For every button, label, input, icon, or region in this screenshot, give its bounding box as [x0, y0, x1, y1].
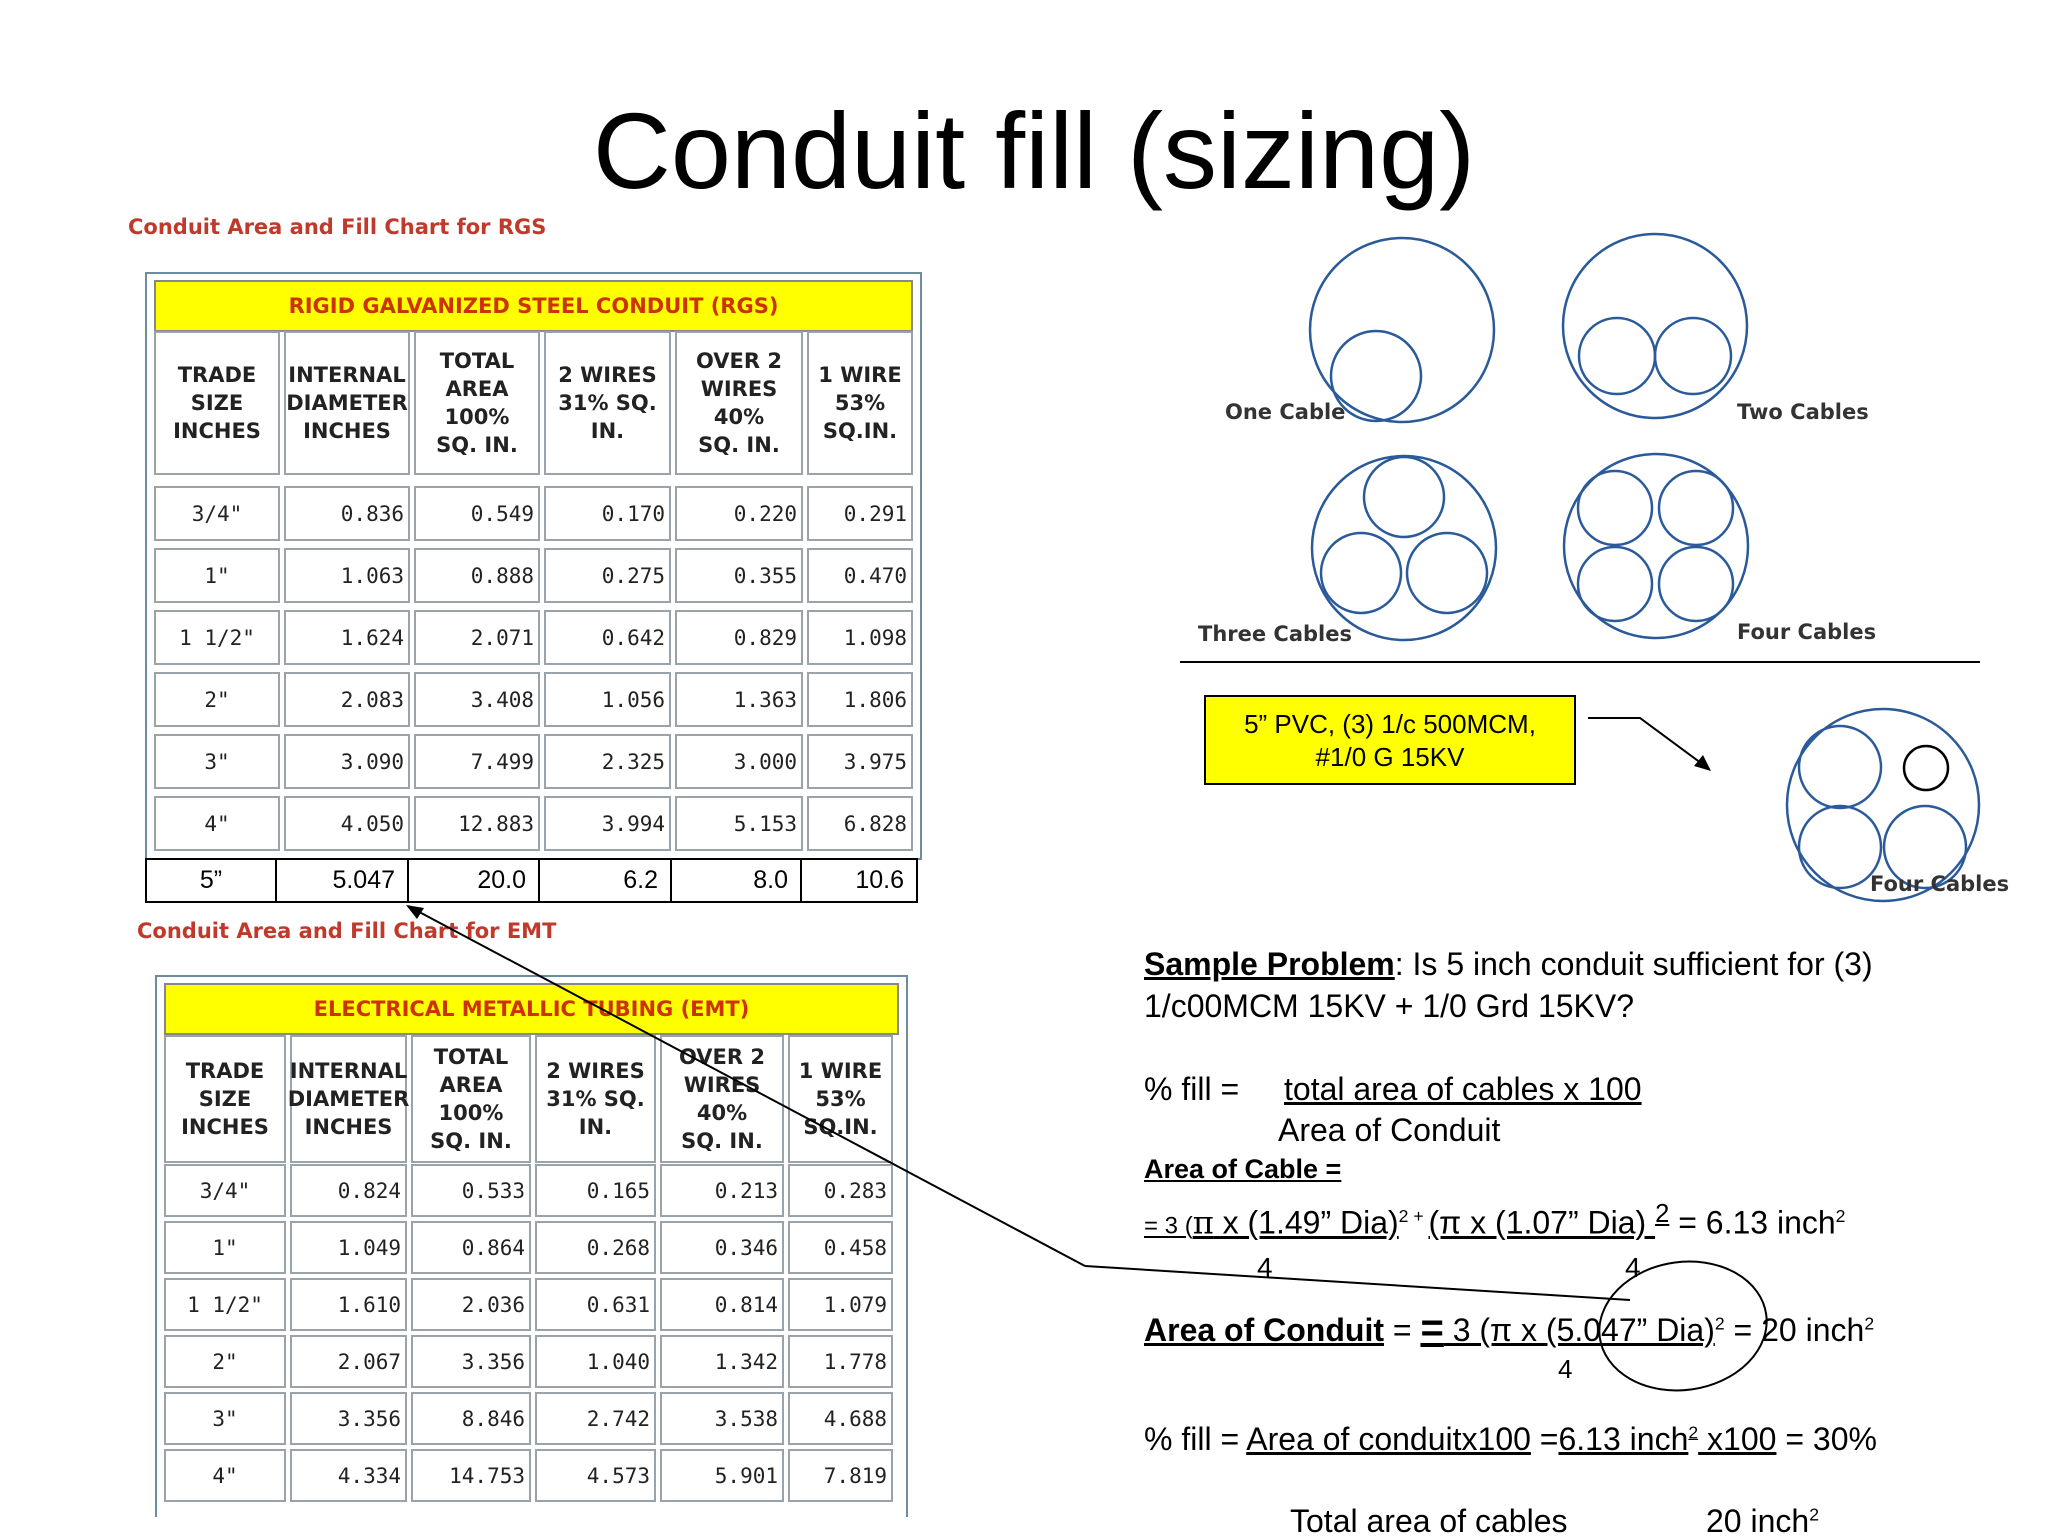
- rgs-table-cell: 0.836: [284, 486, 410, 541]
- emt-table-cell: 7.819: [788, 1449, 893, 1502]
- emt-table-header: ELECTRICAL METALLIC TUBING (EMT): [164, 983, 899, 1035]
- rgs-table-cell: 1.624: [284, 610, 410, 665]
- emt-table-cell: 1 1/2": [164, 1278, 286, 1331]
- conduit-result-exp: 2: [1864, 1313, 1875, 1334]
- emt-table-cell: 3": [164, 1392, 286, 1445]
- fill-formula-denominator: Area of Conduit: [1278, 1112, 1501, 1148]
- two-cables-label: Two Cables: [1737, 400, 1869, 424]
- emt-table-cell: 1.342: [660, 1335, 784, 1388]
- rgs-table-cell: 1.098: [807, 610, 913, 665]
- fill-formula-label: % fill =: [1144, 1071, 1240, 1107]
- area-cable-plus: 2 +: [1398, 1206, 1429, 1226]
- rgs-col-header-label: TOTAL AREA 100% SQ. IN.: [436, 349, 518, 457]
- rgs-table-cell: 0.220: [675, 486, 803, 541]
- rgs-added-row-cell: 10.6: [800, 858, 918, 903]
- rgs-table-cell: 1.063: [284, 548, 410, 603]
- rgs-col-header-label: OVER 2 WIRES 40% SQ. IN.: [696, 349, 782, 457]
- emt-table-cell: 0.814: [660, 1278, 784, 1331]
- emt-table-cell: 14.753: [411, 1449, 531, 1502]
- rgs-table-cell: 1.363: [675, 672, 803, 727]
- rgs-table-cell: 2.071: [414, 610, 540, 665]
- rgs-col-header-label: 2 WIRES 31% SQ. IN.: [558, 363, 657, 443]
- rgs-table-cell: 0.470: [807, 548, 913, 603]
- area-cable-term-b-exp: 2: [1655, 1200, 1670, 1228]
- rgs-table-cell: 3.994: [544, 796, 671, 851]
- emt-table-cell: 0.268: [535, 1221, 656, 1274]
- area-cable-den-b: 4: [1625, 1252, 1641, 1283]
- annotation-line-1: [1085, 1266, 1630, 1300]
- area-of-cable-label: Area of Cable =: [1144, 1154, 1342, 1184]
- emt-col-header-label: TRADE SIZE INCHES: [181, 1059, 269, 1139]
- four-cables-label: Four Cables: [1737, 620, 1877, 644]
- fill-formula-numerator: total area of cables x 100: [1284, 1071, 1642, 1107]
- emt-table-cell: 3.538: [660, 1392, 784, 1445]
- rgs-table-cell: 1": [154, 548, 280, 603]
- rgs-added-row-cell: 8.0: [670, 858, 802, 903]
- area-cable-result: = 6.13 inch: [1669, 1204, 1836, 1241]
- emt-table-cell: 0.165: [535, 1164, 656, 1217]
- rgs-table-cell: 3.090: [284, 734, 410, 789]
- rgs-col-header-label: INTERNAL DIAMETER INCHES: [286, 363, 408, 443]
- area-cable-term-a: x (1.49” Dia): [1213, 1204, 1399, 1241]
- emt-table-cell: 1.049: [290, 1221, 407, 1274]
- emt-table-cell: 4": [164, 1449, 286, 1502]
- area-of-conduit-label: Area of Conduit: [1144, 1312, 1384, 1348]
- emt-caption: Conduit Area and Fill Chart for EMT: [137, 919, 557, 943]
- annotation-arrowhead: [406, 905, 424, 919]
- rgs-table-cell: 0.829: [675, 610, 803, 665]
- emt-table-cell: 5.901: [660, 1449, 784, 1502]
- fill2-value-exp: 2: [1688, 1422, 1699, 1443]
- conduit-eq: =: [1383, 1312, 1421, 1348]
- example-four-cables-label: Four Cables: [1870, 872, 2010, 896]
- emt-col-header-label: 1 WIRE 53% SQ.IN.: [798, 1059, 883, 1139]
- rgs-added-row-cell: 5.047: [275, 858, 409, 903]
- rgs-added-row-cell: 5”: [145, 858, 277, 903]
- three-cables-label: Three Cables: [1198, 622, 1352, 646]
- rgs-table-cell: 0.642: [544, 610, 671, 665]
- rgs-col-header-label: TRADE SIZE INCHES: [173, 363, 261, 443]
- emt-table-cell: 1.040: [535, 1335, 656, 1388]
- rgs-added-row-cell: 6.2: [538, 858, 672, 903]
- area-cable-prefix: = 3 (: [1144, 1212, 1193, 1240]
- rgs-table-cell: 2.325: [544, 734, 671, 789]
- rgs-table-cell: 5.153: [675, 796, 803, 851]
- fill2-result: = 30%: [1776, 1421, 1877, 1457]
- fill2-numerator: Area of conduitx100: [1246, 1421, 1531, 1457]
- emt-table-cell: 2": [164, 1335, 286, 1388]
- emt-table-cell: 0.213: [660, 1164, 784, 1217]
- rgs-table-cell: 1 1/2": [154, 610, 280, 665]
- rgs-table-cell: 2": [154, 672, 280, 727]
- rgs-table-cell: 3.000: [675, 734, 803, 789]
- rgs-table-cell: 3": [154, 734, 280, 789]
- fill2-den-2-exp: 2: [1809, 1504, 1819, 1525]
- one-cable-label: One Cable: [1225, 400, 1346, 424]
- conduit-expression: 3 (π x (5.047” Dia): [1443, 1312, 1715, 1348]
- rgs-caption: Conduit Area and Fill Chart for RGS: [128, 215, 547, 239]
- conduit-den: 4: [1558, 1354, 1573, 1384]
- sample-problem-text-1: : Is 5 inch conduit sufficient for (3): [1394, 946, 1873, 982]
- pi-symbol: π: [1192, 1203, 1214, 1242]
- emt-col-header-label: OVER 2 WIRES 40% SQ. IN.: [679, 1045, 765, 1153]
- rgs-table-cell: 0.170: [544, 486, 671, 541]
- emt-table-cell: 1": [164, 1221, 286, 1274]
- rgs-table-cell: 0.291: [807, 486, 913, 541]
- rgs-table-cell: 1.806: [807, 672, 913, 727]
- emt-table-cell: 0.346: [660, 1221, 784, 1274]
- area-cable-result-exp: 2: [1835, 1206, 1846, 1226]
- rgs-table-cell: 0.888: [414, 548, 540, 603]
- annotation-line-2: [408, 906, 1085, 1266]
- conduit-big-eq: =: [1420, 1306, 1444, 1350]
- emt-table-cell: 8.846: [411, 1392, 531, 1445]
- conduit-result: = 20 inch: [1724, 1312, 1865, 1348]
- rgs-table-header: RIGID GALVANIZED STEEL CONDUIT (RGS): [154, 280, 913, 332]
- emt-table-cell: 3.356: [411, 1335, 531, 1388]
- emt-table-cell: 4.573: [535, 1449, 656, 1502]
- emt-table-cell: 2.742: [535, 1392, 656, 1445]
- emt-table-cell: 1.610: [290, 1278, 407, 1331]
- fill2-den-1: Total area of cables: [1290, 1503, 1568, 1539]
- fill2-mid: =: [1530, 1421, 1559, 1457]
- callout-line-1: 5” PVC, (3) 1/c 500MCM,: [1244, 709, 1536, 739]
- conduit-expression-exp: 2: [1714, 1313, 1725, 1334]
- rgs-table-cell: 0.549: [414, 486, 540, 541]
- callout-line-2: #1/0 G 15KV: [1315, 742, 1465, 772]
- emt-table-cell: 4.688: [788, 1392, 893, 1445]
- area-cable-den-a: 4: [1257, 1252, 1273, 1283]
- emt-table-cell: 1.079: [788, 1278, 893, 1331]
- emt-col-header-label: 2 WIRES 31% SQ. IN.: [546, 1059, 645, 1139]
- emt-table-cell: 0.631: [535, 1278, 656, 1331]
- emt-table-cell: 0.458: [788, 1221, 893, 1274]
- sample-problem-label: Sample Problem: [1144, 946, 1395, 982]
- page-title: Conduit fill (sizing): [592, 90, 1476, 211]
- rgs-table-cell: 3.975: [807, 734, 913, 789]
- rgs-table-cell: 0.275: [544, 548, 671, 603]
- fill2-label: % fill =: [1144, 1421, 1247, 1457]
- rgs-table-cell: 6.828: [807, 796, 913, 851]
- rgs-table-cell: 4.050: [284, 796, 410, 851]
- rgs-table-cell: 7.499: [414, 734, 540, 789]
- rgs-col-header-label: 1 WIRE 53% SQ.IN.: [818, 363, 902, 443]
- annotation-circle: [1591, 1251, 1775, 1401]
- emt-table-cell: 0.533: [411, 1164, 531, 1217]
- rgs-table-cell: 4": [154, 796, 280, 851]
- rgs-table-cell: 0.355: [675, 548, 803, 603]
- emt-col-header-label: INTERNAL DIAMETER INCHES: [287, 1059, 410, 1139]
- fill2-value: 6.13 inch: [1558, 1421, 1689, 1457]
- emt-table-cell: 2.067: [290, 1335, 407, 1388]
- rgs-table-cell: 3.408: [414, 672, 540, 727]
- emt-table-cell: 3.356: [290, 1392, 407, 1445]
- emt-table-cell: 4.334: [290, 1449, 407, 1502]
- emt-col-header-label: TOTAL AREA 100% SQ. IN.: [430, 1045, 512, 1153]
- emt-table-cell: 0.283: [788, 1164, 893, 1217]
- emt-table-cell: 0.824: [290, 1164, 407, 1217]
- rgs-added-row-cell: 20.0: [407, 858, 540, 903]
- emt-table-cell: 1.778: [788, 1335, 893, 1388]
- fill2-x100: x100: [1698, 1421, 1777, 1457]
- rgs-table-cell: 2.083: [284, 672, 410, 727]
- area-cable-term-b: (π x (1.07” Dia): [1428, 1204, 1656, 1241]
- fill2-den-2: 20 inch: [1706, 1503, 1810, 1539]
- rgs-table-cell: 3/4": [154, 486, 280, 541]
- rgs-table-cell: 12.883: [414, 796, 540, 851]
- emt-table-cell: 0.864: [411, 1221, 531, 1274]
- emt-table-cell: 2.036: [411, 1278, 531, 1331]
- rgs-table-cell: 1.056: [544, 672, 671, 727]
- sample-problem-line-2: 1/c00MCM 15KV + 1/0 Grd 15KV?: [1144, 988, 1635, 1024]
- emt-table-cell: 3/4": [164, 1164, 286, 1217]
